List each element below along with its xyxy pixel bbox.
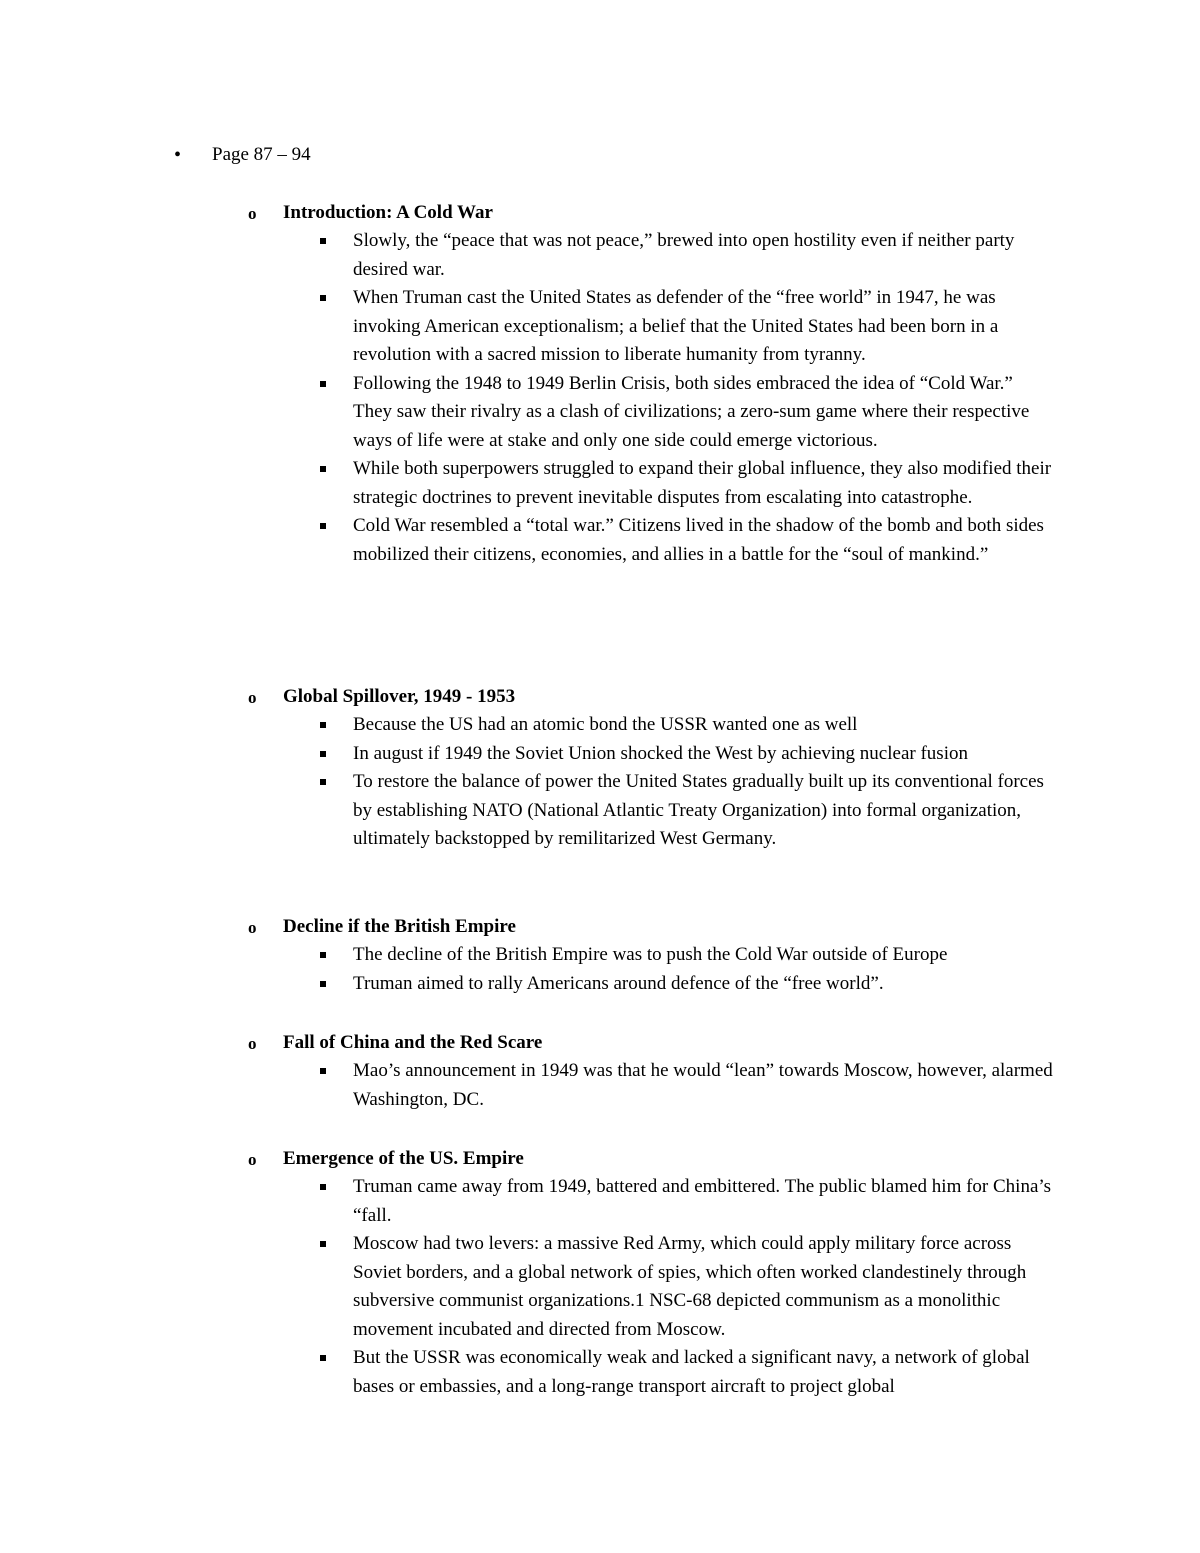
- square-bullet-icon: [320, 381, 326, 387]
- circle-bullet-icon: o: [248, 1150, 257, 1169]
- list-item-text: Because the US had an atomic bond the USSR wanted one as well: [353, 714, 858, 735]
- list-item: [248, 512, 1053, 569]
- list-item-text: Cold War resembled a “total war.” Citizens lived in the shadow of the bomb and both sides mobilized their citizens, economies, and allies in a battle for the “soul of mankind.”: [353, 515, 1044, 565]
- section-heading: [248, 198, 1068, 227]
- section-introduction: [248, 198, 1068, 569]
- list-item-text: But the USSR was economically weak and lacked a significant navy, a network of global bases or embassies, and a long-range transport aircraft to project global: [353, 1347, 1030, 1397]
- bullet-list: [248, 1173, 1068, 1401]
- square-bullet-icon: [320, 722, 326, 728]
- square-bullet-icon: [320, 751, 326, 757]
- list-item-text: Truman aimed to rally Americans around defence of the “free world”.: [353, 972, 884, 994]
- circle-bullet-icon: o: [248, 1034, 257, 1053]
- list-item: [248, 370, 1053, 456]
- list-item: [248, 1057, 1053, 1114]
- square-bullet-icon: [320, 981, 326, 987]
- list-item-text: In august if 1949 the Soviet Union shocked the West by achieving nuclear fusion: [353, 742, 968, 764]
- square-bullet-icon: [320, 523, 326, 529]
- square-bullet-icon: [320, 238, 326, 244]
- list-item: [248, 1344, 1053, 1401]
- list-item: [248, 1173, 1053, 1230]
- bullet-dot-icon: •: [174, 144, 182, 166]
- list-item: [248, 227, 1053, 284]
- section-british-empire: [248, 912, 1068, 998]
- section-title: Fall of China and the Red Scare: [283, 1032, 543, 1053]
- list-item-text: While both superpowers struggled to expand their global influence, they also modified their strategic doctrines to prevent inevitable disputes from escalating into catastrophe.: [353, 458, 1052, 508]
- list-item: [248, 455, 1053, 512]
- section-fall-of-china: [248, 1028, 1068, 1114]
- square-bullet-icon: [320, 1184, 326, 1190]
- section-heading: [248, 682, 1068, 711]
- bullet-list: [248, 1057, 1068, 1114]
- square-bullet-icon: [320, 1355, 326, 1361]
- list-item: [248, 1230, 1053, 1344]
- section-heading: [248, 1144, 1068, 1173]
- circle-bullet-icon: o: [248, 204, 257, 223]
- section-title: Introduction: A Cold War: [283, 202, 493, 223]
- bullet-list: [248, 227, 1068, 569]
- list-item: [248, 970, 1053, 999]
- list-item: [248, 941, 1053, 970]
- bullet-list: [248, 711, 1068, 854]
- list-item-text: Truman came away from 1949, battered and embittered. The public blamed him for China’s “fall.: [353, 1176, 1052, 1226]
- list-item: [248, 768, 1053, 854]
- square-bullet-icon: [320, 779, 326, 785]
- list-item: [248, 711, 1053, 740]
- list-item-text: Slowly, the “peace that was not peace,” brewed into open hostility even if neither party desired war.: [353, 230, 1015, 280]
- square-bullet-icon: [320, 1241, 326, 1247]
- section-title: Decline if the British Empire: [283, 916, 516, 937]
- list-item: [248, 284, 1053, 370]
- square-bullet-icon: [320, 952, 326, 958]
- list-item: [248, 740, 1053, 769]
- list-item-text: The decline of the British Empire was to push the Cold War outside of Europe: [353, 944, 948, 965]
- section-global-spillover: [248, 682, 1068, 854]
- square-bullet-icon: [320, 466, 326, 472]
- section-heading: [248, 912, 1068, 941]
- section-heading: [248, 1028, 1068, 1057]
- section-title: Global Spillover, 1949 - 1953: [283, 686, 516, 707]
- page-range-label: Page 87 – 94: [212, 144, 311, 165]
- list-item-text: Moscow had two levers: a massive Red Army, which could apply military force across Soviet borders, and a global network of spies, which often worked clandestinely through subversive communist organizations.1 NSC-68 depicted communism as a monolithic movement incubated and directed from Moscow.: [353, 1233, 1027, 1340]
- section-us-empire: [248, 1144, 1068, 1401]
- bullet-list: [248, 941, 1068, 998]
- section-title: Emergence of the US. Empire: [283, 1148, 524, 1169]
- circle-bullet-icon: o: [248, 688, 257, 707]
- square-bullet-icon: [320, 1068, 326, 1074]
- list-item-text: When Truman cast the United States as defender of the “free world” in 1947, he was invoking American exceptionalism; a belief that the United States had been born in a revolution with a sacred mission to liberate humanity from tyranny.: [353, 287, 999, 365]
- square-bullet-icon: [320, 295, 326, 301]
- list-item-text: To restore the balance of power the United States gradually built up its conventional forces by establishing NATO (National Atlantic Treaty Organization) into formal organization, ultimately backstopped by remilitarized West Germany.: [353, 771, 1044, 849]
- list-item-text: Following the 1948 to 1949 Berlin Crisis, both sides embraced the idea of “Cold War.” They saw their rivalry as a clash of civilizations; a zero-sum game where their respective ways of life were at stake and only one side could emerge victorious.: [353, 372, 1030, 451]
- list-item-text: Mao’s announcement in 1949 was that he would “lean” towards Moscow, however, alarmed Washington, DC.: [353, 1060, 1053, 1110]
- circle-bullet-icon: o: [248, 918, 257, 937]
